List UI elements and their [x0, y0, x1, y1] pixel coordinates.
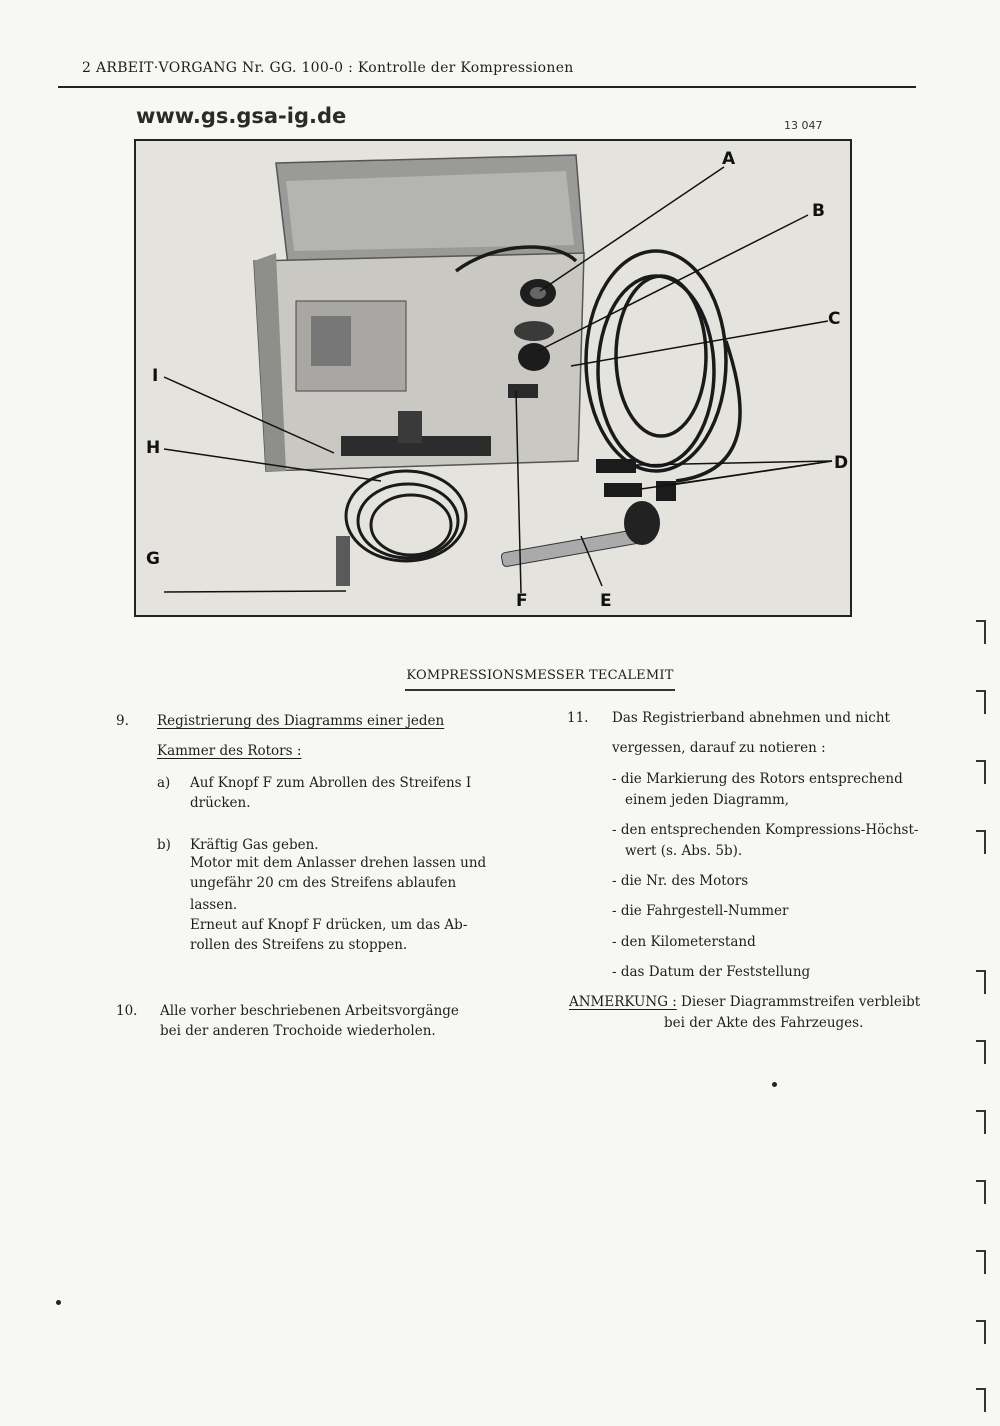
step11-line2: vergessen, darauf zu notieren :	[612, 740, 826, 756]
stray-dot	[772, 1082, 777, 1087]
binder-mark	[984, 620, 986, 644]
step10-line1: Alle vorher beschriebenen Arbeitsvorgänge	[160, 1003, 459, 1019]
header-rule	[58, 86, 916, 88]
callout-a: A	[722, 149, 736, 169]
step10-number: 10.	[116, 1003, 138, 1019]
step10-line2: bei der anderen Trochoide wiederholen.	[160, 1023, 436, 1039]
step11-item3: - die Nr. des Motors	[612, 873, 749, 889]
step9-b-label: b)	[157, 837, 171, 853]
binder-mark	[984, 1040, 986, 1064]
step11-item1-line2: einem jeden Diagramm,	[625, 792, 790, 808]
callout-d: D	[834, 453, 849, 473]
callout-b: B	[812, 201, 825, 221]
callout-c: C	[828, 309, 841, 329]
note-label: ANMERKUNG :	[569, 994, 677, 1010]
step11-item2-line2: wert (s. Abs. 5b).	[625, 843, 743, 859]
step11-line1: Das Registrierband abnehmen und nicht	[612, 710, 890, 726]
step9-b-line4: lassen.	[190, 897, 238, 913]
step9-b-line3: ungefähr 20 cm des Streifens ablaufen	[190, 875, 457, 891]
step9-b-line2: Motor mit dem Anlasser drehen lassen und	[190, 855, 487, 871]
binder-mark	[984, 970, 986, 994]
binder-mark	[984, 690, 986, 714]
compression-tester-illustration	[136, 141, 850, 615]
callout-i: I	[152, 366, 159, 386]
binder-mark	[984, 1320, 986, 1344]
binder-mark	[984, 1180, 986, 1204]
page-header: 2 ARBEIT·VORGANG Nr. GG. 100-0 : Kontrolle der Kompressionen	[82, 60, 574, 76]
step11-item5: - den Kilometerstand	[612, 934, 756, 950]
binder-mark	[984, 760, 986, 784]
step11-item1-line1: - die Markierung des Rotors entsprechend	[612, 771, 903, 787]
callout-f: F	[516, 591, 528, 611]
binder-mark	[984, 1388, 986, 1412]
binder-mark	[984, 1110, 986, 1134]
step9-b-line5: Erneut auf Knopf F drücken, um das Ab-	[190, 917, 468, 933]
step9-title-line2: Kammer des Rotors :	[157, 743, 302, 759]
step9-number: 9.	[116, 713, 129, 729]
step9-a-label: a)	[157, 775, 171, 791]
callout-h: H	[146, 438, 161, 458]
step9-a-line1: Auf Knopf F zum Abrollen des Streifens I	[190, 775, 472, 791]
step11-item2-line1: - den entsprechenden Kompressions-Höchst-	[612, 822, 919, 838]
callout-g: G	[146, 549, 160, 569]
step9-title-line1: Registrierung des Diagramms einer jeden	[157, 713, 445, 729]
binder-mark	[984, 1250, 986, 1274]
step9-b-line6: rollen des Streifens zu stoppen.	[190, 937, 408, 953]
step9-a-line2: drücken.	[190, 795, 251, 811]
figure-photo	[134, 139, 852, 617]
figure-number: 13 047	[784, 119, 823, 132]
stray-dot	[56, 1300, 61, 1305]
step11-item4: - die Fahrgestell-Nummer	[612, 903, 789, 919]
website-watermark: www.gs.gsa-ig.de	[136, 104, 347, 128]
step9-b-line1: Kräftig Gas geben.	[190, 837, 319, 853]
note-line1: Dieser Diagrammstreifen verbleibt	[681, 994, 921, 1010]
step11-number: 11.	[567, 710, 589, 726]
note-line2: bei der Akte des Fahrzeuges.	[664, 1015, 864, 1031]
callout-e: E	[600, 591, 612, 611]
step11-item6: - das Datum der Feststellung	[612, 964, 811, 980]
figure-caption: KOMPRESSIONSMESSER TECALEMIT	[405, 668, 675, 691]
binder-mark	[984, 830, 986, 854]
